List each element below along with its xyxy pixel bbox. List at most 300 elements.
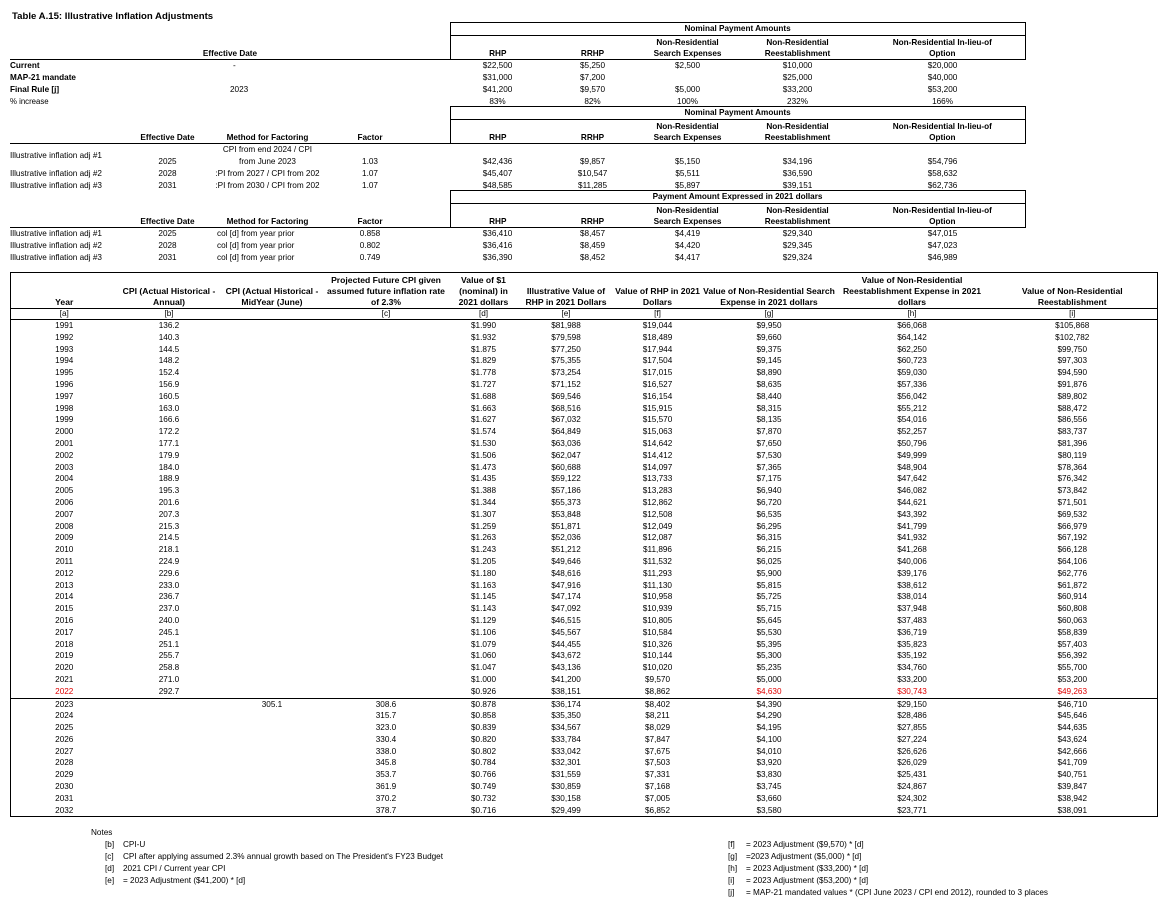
table-cell: $34,567 bbox=[551, 723, 581, 733]
table-cell: 201.6 bbox=[158, 497, 180, 507]
table-cell: $13,283 bbox=[642, 486, 673, 496]
table-cell: $31,559 bbox=[551, 770, 581, 780]
table-cell: $79,598 bbox=[551, 332, 581, 342]
table-cell: $1.143 bbox=[470, 604, 497, 614]
table-cell: $1.079 bbox=[470, 639, 497, 649]
table-cell: $1.180 bbox=[470, 568, 497, 578]
col-header-effective-date: Effective Date bbox=[130, 48, 330, 60]
table-cell: $1.163 bbox=[470, 580, 497, 590]
col-header-rrhp: RRHP bbox=[545, 132, 640, 144]
table-cell: 2017 bbox=[55, 627, 74, 637]
table-cell: $8,029 bbox=[644, 723, 671, 733]
table-cell: $9,375 bbox=[756, 344, 782, 354]
table-cell: $9,570 bbox=[644, 674, 671, 684]
table-cell: $1.829 bbox=[470, 356, 497, 366]
table-cell: $80,119 bbox=[1057, 450, 1087, 460]
table-cell: $43,392 bbox=[897, 509, 927, 519]
note-item bbox=[105, 839, 443, 851]
table-cell: $1.263 bbox=[470, 533, 497, 543]
table-cell: $64,142 bbox=[897, 332, 927, 342]
table-cell: $0.784 bbox=[470, 758, 497, 768]
col-header: CPI (Actual Historical - MidYear (June) bbox=[225, 286, 319, 307]
col-header-factor: Factor bbox=[330, 132, 410, 144]
table-cell: $81,988 bbox=[551, 321, 581, 330]
table-cell: $6,215 bbox=[756, 545, 782, 555]
row-adj-2: Illustrative inflation adj #2 2028 :PI from 2027 / CPI from 202 1.07 $45,407 $10,547 $5,511 $36,590 $58,632 bbox=[10, 169, 958, 178]
table-cell: $77,250 bbox=[551, 344, 581, 354]
table-cell bbox=[221, 320, 324, 332]
table-cell: $8,135 bbox=[756, 415, 782, 425]
col-header: Value of Non-Residential Reestablishment bbox=[1021, 286, 1123, 307]
table-cell: 2019 bbox=[55, 651, 74, 661]
table-cell: 2000 bbox=[55, 427, 74, 437]
table-cell: $41,268 bbox=[897, 545, 927, 555]
table-cell bbox=[324, 450, 449, 462]
table-cell: $7,675 bbox=[644, 746, 671, 756]
table-cell: $7,847 bbox=[644, 734, 671, 744]
col-header-rrhp: RRHP bbox=[545, 216, 640, 228]
table-cell: $73,254 bbox=[551, 368, 581, 378]
table-cell: $56,042 bbox=[897, 391, 927, 401]
table-cell: $1.727 bbox=[470, 379, 497, 389]
table-cell: $69,546 bbox=[551, 391, 581, 401]
col-header-factor: Factor bbox=[330, 216, 410, 228]
table-cell: $5,235 bbox=[756, 663, 782, 673]
table-cell: $1.990 bbox=[470, 321, 497, 330]
table-cell: $10,144 bbox=[642, 651, 673, 661]
table-cell bbox=[221, 722, 324, 734]
table-cell: $1.000 bbox=[470, 674, 497, 684]
table-cell: $55,700 bbox=[1057, 663, 1088, 673]
table-cell bbox=[221, 509, 324, 521]
table-row bbox=[11, 450, 1158, 462]
note-item bbox=[728, 863, 1048, 875]
table-cell: $40,006 bbox=[897, 556, 927, 566]
header-row bbox=[11, 273, 1158, 309]
col-code: [d] bbox=[449, 309, 519, 320]
table-cell: $1.778 bbox=[470, 368, 497, 378]
table-cell bbox=[221, 391, 324, 403]
table-cell: $1.663 bbox=[470, 403, 497, 413]
table-cell: $102,782 bbox=[1055, 332, 1090, 342]
table-cell: $28,486 bbox=[897, 711, 927, 721]
table-cell: 2008 bbox=[55, 521, 74, 531]
table-cell bbox=[221, 746, 324, 758]
row-current: Current - $22,500 $5,250 $2,500 $10,000 $20,000 bbox=[10, 61, 958, 70]
table-cell: 2016 bbox=[55, 615, 74, 625]
table-cell: $52,036 bbox=[551, 533, 581, 543]
table-cell: $5,395 bbox=[756, 639, 782, 649]
table-cell: $91,876 bbox=[1057, 379, 1088, 389]
table-cell: $49,263 bbox=[1057, 686, 1088, 696]
table-cell: $97,303 bbox=[1057, 356, 1088, 366]
row-adj-1-cont: 2025 from June 2023 1.03 $42,436 $9,857 $5,150 $34,196 $54,796 bbox=[158, 157, 958, 166]
table-cell: $99,750 bbox=[1057, 344, 1088, 354]
table-cell bbox=[324, 497, 449, 509]
table-cell bbox=[118, 769, 221, 781]
table-cell: $5,900 bbox=[756, 568, 782, 578]
col-header-search-2: Search Expenses bbox=[640, 132, 735, 144]
table-cell: $33,200 bbox=[897, 674, 927, 684]
table-cell: 2005 bbox=[55, 486, 74, 496]
table-cell: $8,635 bbox=[756, 379, 782, 389]
table-cell: $36,174 bbox=[519, 698, 614, 710]
note-code: [c] bbox=[105, 852, 114, 861]
table-cell: $38,151 bbox=[551, 686, 581, 696]
table-cell: $51,871 bbox=[551, 521, 581, 531]
table-cell bbox=[324, 591, 449, 603]
table-cell: 156.9 bbox=[158, 379, 180, 389]
table-cell: $12,862 bbox=[642, 497, 673, 507]
table-cell bbox=[221, 544, 324, 556]
table-cell: 323.0 bbox=[375, 723, 397, 733]
table-cell: $66,979 bbox=[1057, 521, 1088, 531]
table-cell: 255.7 bbox=[158, 651, 180, 661]
table-cell bbox=[221, 639, 324, 651]
table-cell: 2004 bbox=[55, 474, 74, 484]
table-row bbox=[11, 746, 1158, 758]
table-cell: $8,402 bbox=[614, 698, 702, 710]
col-header-reest: Non-Residential bbox=[766, 121, 829, 131]
table-cell: $57,336 bbox=[897, 379, 927, 389]
table-cell bbox=[221, 757, 324, 769]
table-cell: $0.926 bbox=[470, 686, 497, 696]
table-cell: $29,499 bbox=[551, 805, 581, 815]
annual-values-table bbox=[10, 272, 1158, 817]
table-cell bbox=[324, 674, 449, 686]
table-cell: $10,326 bbox=[642, 639, 673, 649]
table-cell: $14,642 bbox=[642, 438, 673, 448]
col-header-inlieu-2: Option bbox=[860, 216, 1025, 228]
table-cell bbox=[324, 521, 449, 533]
table-cell: $3,745 bbox=[756, 782, 782, 792]
table-cell bbox=[324, 603, 449, 615]
table-cell: $11,293 bbox=[643, 568, 672, 578]
table-cell bbox=[221, 426, 324, 438]
table-title: Table A.15: Illustrative Inflation Adjustments bbox=[12, 11, 214, 22]
table-cell: 2024 bbox=[55, 711, 74, 721]
table-cell: $12,087 bbox=[642, 533, 673, 543]
row-final-rule: Final Rule [j] 2023 $41,200 $9,570 $5,000 $33,200 $53,200 bbox=[10, 85, 958, 94]
table-cell bbox=[118, 710, 221, 722]
col-header-search: Non-Residential bbox=[656, 121, 719, 131]
table-cell bbox=[118, 805, 221, 817]
table-cell: $1.129 bbox=[470, 615, 497, 625]
col-header-rhp: RHP bbox=[450, 48, 545, 60]
table-cell: $67,192 bbox=[1057, 533, 1088, 543]
note-code: [b] bbox=[105, 840, 115, 849]
table-row bbox=[11, 426, 1158, 438]
table-cell: 166.6 bbox=[158, 415, 180, 425]
col-header-inlieu: Non-Residential In-lieu-of bbox=[860, 36, 1025, 48]
table-cell: 2002 bbox=[55, 450, 74, 460]
table-cell: $1.344 bbox=[470, 497, 497, 507]
table-cell bbox=[324, 426, 449, 438]
table-cell: $1.506 bbox=[470, 450, 497, 460]
table-cell: $5,300 bbox=[756, 651, 782, 661]
column-code-row bbox=[11, 309, 1158, 320]
table-cell: $60,063 bbox=[1057, 615, 1088, 625]
table-cell bbox=[324, 662, 449, 674]
table-cell: $37,483 bbox=[897, 615, 927, 625]
table-cell: $30,158 bbox=[551, 793, 581, 803]
table-cell: $64,849 bbox=[551, 427, 581, 437]
table-cell bbox=[118, 722, 221, 734]
table-cell: $11,130 bbox=[643, 580, 672, 590]
table-cell: $105,868 bbox=[1055, 321, 1090, 330]
table-cell: $38,091 bbox=[1057, 805, 1088, 815]
table-cell: $59,030 bbox=[897, 368, 927, 378]
table-row bbox=[11, 662, 1158, 674]
table-cell: $43,136 bbox=[551, 663, 581, 673]
note-item bbox=[105, 851, 443, 863]
table-cell: $8,862 bbox=[644, 686, 671, 696]
table-cell: $17,015 bbox=[642, 368, 673, 378]
col-header-search-2: Search Expenses bbox=[640, 216, 735, 228]
table-cell: $10,939 bbox=[642, 604, 673, 614]
table-cell bbox=[324, 568, 449, 580]
note-item bbox=[728, 839, 1048, 851]
table-cell: $8,890 bbox=[756, 368, 782, 378]
table-cell: $64,106 bbox=[1057, 556, 1088, 566]
table-row bbox=[11, 639, 1158, 651]
table-cell: $1.688 bbox=[470, 391, 497, 401]
table-cell bbox=[324, 438, 449, 450]
table-cell: $1.932 bbox=[470, 332, 497, 342]
table-cell: $45,646 bbox=[1057, 711, 1088, 721]
table-cell: $94,590 bbox=[1057, 368, 1088, 378]
table-cell: $47,174 bbox=[551, 592, 581, 602]
table-cell: $8,211 bbox=[645, 711, 670, 721]
table-row bbox=[11, 391, 1158, 403]
table-cell: $7,650 bbox=[756, 438, 782, 448]
table-cell: $48,904 bbox=[897, 462, 927, 472]
row-adj-2: Illustrative inflation adj #2 2028 col [d] from year prior 0.802 $36,416 $8,459 $4,420 $29,345 $47,023 bbox=[10, 241, 958, 250]
table-cell bbox=[324, 355, 449, 367]
table-cell: $35,350 bbox=[551, 711, 581, 721]
table-cell: $88,472 bbox=[1057, 403, 1088, 413]
table-cell: 1995 bbox=[55, 368, 74, 378]
nominal-amounts-table bbox=[10, 22, 1026, 108]
table-cell: $63,036 bbox=[551, 438, 581, 448]
table-cell: 207.3 bbox=[158, 509, 180, 519]
table-cell bbox=[221, 462, 324, 474]
table-cell: $1.106 bbox=[470, 627, 497, 637]
table-cell: 188.9 bbox=[158, 474, 180, 484]
table-cell: 251.1 bbox=[158, 639, 180, 649]
table-cell: 2025 bbox=[55, 723, 74, 733]
table-row bbox=[11, 698, 1158, 710]
table-cell: $39,176 bbox=[897, 568, 927, 578]
table-cell: 215.3 bbox=[158, 521, 180, 531]
table-cell: 177.1 bbox=[158, 438, 180, 448]
table-cell bbox=[324, 332, 449, 344]
table-cell bbox=[221, 438, 324, 450]
table-cell: $71,501 bbox=[1057, 497, 1088, 507]
table-cell: $24,867 bbox=[897, 782, 927, 792]
table-cell: $69,532 bbox=[1057, 509, 1088, 519]
col-header-effective-date: Effective Date bbox=[130, 216, 205, 228]
table-cell bbox=[221, 781, 324, 793]
table-row bbox=[11, 769, 1158, 781]
table-cell bbox=[324, 639, 449, 651]
table-cell: 271.0 bbox=[158, 674, 180, 684]
table-cell: $1.530 bbox=[470, 438, 497, 448]
table-row bbox=[11, 332, 1158, 344]
table-row bbox=[11, 603, 1158, 615]
table-row bbox=[11, 686, 1158, 698]
table-cell: 184.0 bbox=[158, 462, 180, 472]
notes-title: Notes bbox=[91, 828, 113, 837]
table-cell: 172.2 bbox=[158, 427, 180, 437]
table-cell: $4,630 bbox=[756, 686, 782, 696]
note-text: =2023 Adjustment ($5,000) * [d] bbox=[746, 852, 862, 861]
col-header-rrhp: RRHP bbox=[545, 48, 640, 60]
table-cell: $29,150 bbox=[837, 698, 988, 710]
table-cell: 2014 bbox=[55, 592, 74, 602]
table-cell: $46,515 bbox=[551, 615, 581, 625]
table-cell: 160.5 bbox=[158, 391, 180, 401]
table-row bbox=[11, 414, 1158, 426]
table-cell: $3,580 bbox=[756, 805, 782, 815]
table-cell: 308.6 bbox=[324, 698, 449, 710]
table-cell bbox=[324, 509, 449, 521]
table-cell: 236.7 bbox=[158, 592, 180, 602]
table-cell bbox=[221, 367, 324, 379]
table-cell: 2003 bbox=[55, 462, 74, 472]
note-item bbox=[728, 851, 1048, 863]
table-cell: $40,751 bbox=[1057, 770, 1088, 780]
col-code bbox=[221, 309, 324, 320]
note-code: [g] bbox=[728, 852, 738, 861]
table-cell: 2023 bbox=[11, 698, 118, 710]
table-cell: $66,128 bbox=[1057, 545, 1088, 555]
table-cell: 233.0 bbox=[158, 580, 180, 590]
note-item bbox=[105, 863, 443, 875]
table-row bbox=[11, 793, 1158, 805]
table-cell: $5,645 bbox=[756, 615, 782, 625]
table-cell: 240.0 bbox=[158, 615, 180, 625]
table-cell: $57,403 bbox=[1057, 639, 1088, 649]
table-cell bbox=[118, 757, 221, 769]
row-pct-increase: % increase 83% 82% 100% 232% 166% bbox=[10, 97, 954, 106]
table-cell: $10,020 bbox=[642, 663, 673, 673]
table-row bbox=[11, 805, 1158, 817]
table-cell: $19,044 bbox=[642, 321, 673, 330]
col-header-inlieu-2: Option bbox=[860, 132, 1025, 144]
table-cell: $10,584 bbox=[642, 627, 673, 637]
table-row bbox=[11, 568, 1158, 580]
table-cell: $7,365 bbox=[756, 462, 782, 472]
table-cell: $44,621 bbox=[897, 497, 927, 507]
table-cell: $6,940 bbox=[756, 486, 782, 496]
col-header: Value of RHP in 2021 Dollars bbox=[615, 286, 700, 307]
table-cell: $76,342 bbox=[1057, 474, 1088, 484]
table-cell: 353.7 bbox=[375, 770, 397, 780]
table-cell bbox=[221, 521, 324, 533]
table-cell: $55,212 bbox=[897, 403, 927, 413]
note-item bbox=[728, 875, 1048, 887]
table-cell: 2018 bbox=[55, 639, 74, 649]
table-cell: $12,049 bbox=[642, 521, 673, 531]
table-cell: $0.716 bbox=[470, 805, 497, 815]
table-cell bbox=[118, 698, 221, 710]
table-row bbox=[11, 403, 1158, 415]
table-row bbox=[11, 781, 1158, 793]
table-cell bbox=[221, 355, 324, 367]
table-cell bbox=[221, 379, 324, 391]
table-cell bbox=[324, 379, 449, 391]
table-row bbox=[11, 344, 1158, 356]
note-item bbox=[105, 875, 443, 887]
table-cell: $1.205 bbox=[470, 556, 497, 566]
table-row bbox=[11, 320, 1158, 332]
row-adj-3: Illustrative inflation adj #3 2031 col [d] from year prior 0.749 $36,390 $8,452 $4,417 $29,324 $46,989 bbox=[10, 253, 958, 262]
col-header-reest: Non-Residential bbox=[766, 37, 829, 47]
table-cell: $16,154 bbox=[642, 391, 673, 401]
table-cell: $18,489 bbox=[642, 332, 673, 342]
col-header-reest-2: Reestablishment bbox=[735, 48, 860, 60]
table-row bbox=[11, 473, 1158, 485]
col-header-method: Method for Factoring bbox=[205, 132, 330, 144]
col-code: [i] bbox=[988, 309, 1158, 320]
real-dollars-table bbox=[10, 190, 1026, 264]
table-cell: $10,805 bbox=[642, 615, 673, 625]
col-code: [b] bbox=[118, 309, 221, 320]
table-cell bbox=[221, 686, 324, 698]
table-cell: 163.0 bbox=[158, 403, 180, 413]
table-cell: 2021 bbox=[55, 674, 74, 684]
table-cell: 148.2 bbox=[158, 356, 180, 366]
table-cell bbox=[324, 556, 449, 568]
table-cell: 361.9 bbox=[375, 782, 397, 792]
table-cell: $5,000 bbox=[756, 674, 782, 684]
table-cell: 2012 bbox=[55, 568, 74, 578]
table-cell: $9,145 bbox=[756, 356, 782, 366]
note-text: CPI-U bbox=[123, 840, 146, 849]
table-cell: $41,709 bbox=[1057, 758, 1088, 768]
table-cell: $46,082 bbox=[897, 486, 927, 496]
col-header-search: Non-Residential bbox=[656, 37, 719, 47]
table-cell: $1.473 bbox=[470, 462, 497, 472]
table-cell: $30,743 bbox=[897, 686, 927, 696]
table-cell: 152.4 bbox=[158, 368, 180, 378]
table-cell: 1997 bbox=[55, 391, 74, 401]
note-text: CPI after applying assumed 2.3% annual growth based on The President's FY23 Budget bbox=[123, 852, 444, 861]
table-cell: $14,097 bbox=[642, 462, 673, 472]
table-cell bbox=[324, 544, 449, 556]
table-cell: $27,224 bbox=[897, 734, 927, 744]
table-cell: $6,295 bbox=[756, 521, 782, 531]
table-cell: $1.875 bbox=[470, 344, 497, 354]
col-header: Illustrative Value of RHP in 2021 Dollars bbox=[525, 286, 607, 307]
table-cell: $0.839 bbox=[470, 723, 497, 733]
table-cell bbox=[221, 769, 324, 781]
table-cell: $7,530 bbox=[756, 450, 782, 460]
table-cell bbox=[221, 568, 324, 580]
col-header: Projected Future CPI given assumed future inflation rate of 2.3% bbox=[327, 275, 445, 307]
table-cell: $15,915 bbox=[642, 403, 673, 413]
table-cell: $5,725 bbox=[756, 592, 782, 602]
note-text: 2021 CPI / Current year CPI bbox=[123, 864, 226, 873]
table-cell: 2031 bbox=[55, 793, 74, 803]
table-cell: $15,570 bbox=[642, 415, 673, 425]
table-cell: 2011 bbox=[55, 556, 74, 566]
table-cell: 1992 bbox=[55, 332, 74, 342]
table-cell: $1.307 bbox=[470, 509, 497, 519]
note-text: = 2023 Adjustment ($33,200) * [d] bbox=[746, 864, 869, 873]
table-cell: 1998 bbox=[55, 403, 74, 413]
